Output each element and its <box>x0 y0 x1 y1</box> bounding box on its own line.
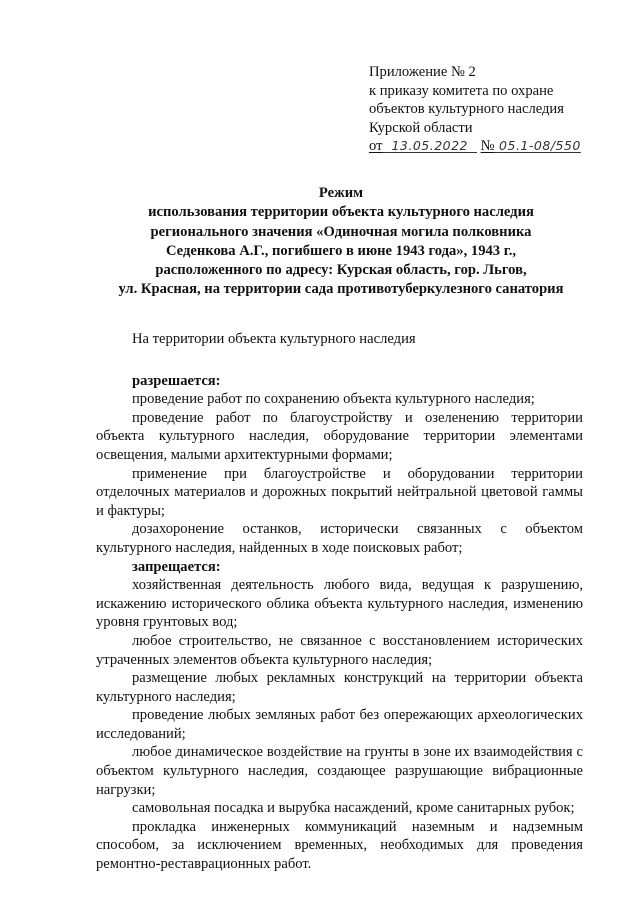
title-line-2: использования территории объекта культурного наследия <box>148 204 534 221</box>
appendix-order-line: к приказу комитета по охране <box>369 82 554 99</box>
number-prefix: № <box>480 138 495 155</box>
allowed-item: применение при благоустройстве и оборудовании территории отделочных материалов и дорожных покрытий нейтральной цветовой гаммы и фактуры; <box>96 465 583 519</box>
title-line-6: ул. Красная, на территории сада противотуберкулезного санатория <box>118 281 564 298</box>
title-line-1: Режим <box>318 185 364 201</box>
appendix-title: Приложение № 2 <box>369 64 476 80</box>
date-prefix: от <box>369 138 383 155</box>
forbidden-heading: запрещается: <box>132 558 221 575</box>
allowed-item: проведение работ по благоустройству и озеленению территории объекта культурного наследия, оборудование территории элементами освещения, малыми архитектурными формами; <box>96 409 583 463</box>
appendix-block <box>369 63 631 156</box>
forbidden-item: прокладка инженерных коммуникаций наземным и надземным способом, за исключением временных, необходимых для проведения ремонтно-реставрационных работ. <box>96 818 583 873</box>
allowed-heading: разрешается: <box>132 372 221 389</box>
appendix-region-line: Курской области <box>369 119 473 136</box>
document-body <box>96 330 583 874</box>
handwritten-date: 13.05.2022 <box>391 138 469 154</box>
title-line-3: регионального значения «Одиночная могила полковника <box>150 223 532 240</box>
forbidden-item: хозяйственная деятельность любого вида, ведущая к разрушению, искажению исторического облика объекта культурного наследия, изменению уровня грунтовых вод; <box>96 577 583 631</box>
allowed-item: проведение работ по сохранению объекта культурного наследия; <box>132 391 535 408</box>
forbidden-item: любое динамическое воздействие на грунты в зоне их взаимодействия с объектом культурного наследия, создающее разрушающие вибрационные нагрузки; <box>96 744 583 798</box>
handwritten-number: 05.1-08/550 <box>499 138 581 154</box>
title-line-5: расположенного по адресу: Курская область, гор. Льгов, <box>155 262 527 279</box>
forbidden-item: любое строительство, не связанное с восстановлением исторических утраченных элементов объекта культурного наследия; <box>96 632 583 668</box>
forbidden-item: размещение любых рекламных конструкций на территории объекта культурного наследия; <box>96 670 583 705</box>
appendix-date-number-line <box>369 137 631 156</box>
document-title <box>60 184 622 300</box>
forbidden-item: самовольная посадка и вырубка насаждений, кроме санитарных рубок; <box>132 800 575 817</box>
allowed-item: дозахоронение останков, исторически связанных с объектом культурного наследия, найденных в ходе поисковых работ; <box>96 521 583 556</box>
intro-text: На территории объекта культурного наследия <box>132 331 416 347</box>
appendix-committee-line: объектов культурного наследия <box>369 101 564 118</box>
forbidden-item: проведение любых земляных работ без опережающих археологических исследований; <box>96 707 583 742</box>
title-line-4: Седенкова А.Г., погибшего в июне 1943 года», 1943 г., <box>165 242 517 259</box>
